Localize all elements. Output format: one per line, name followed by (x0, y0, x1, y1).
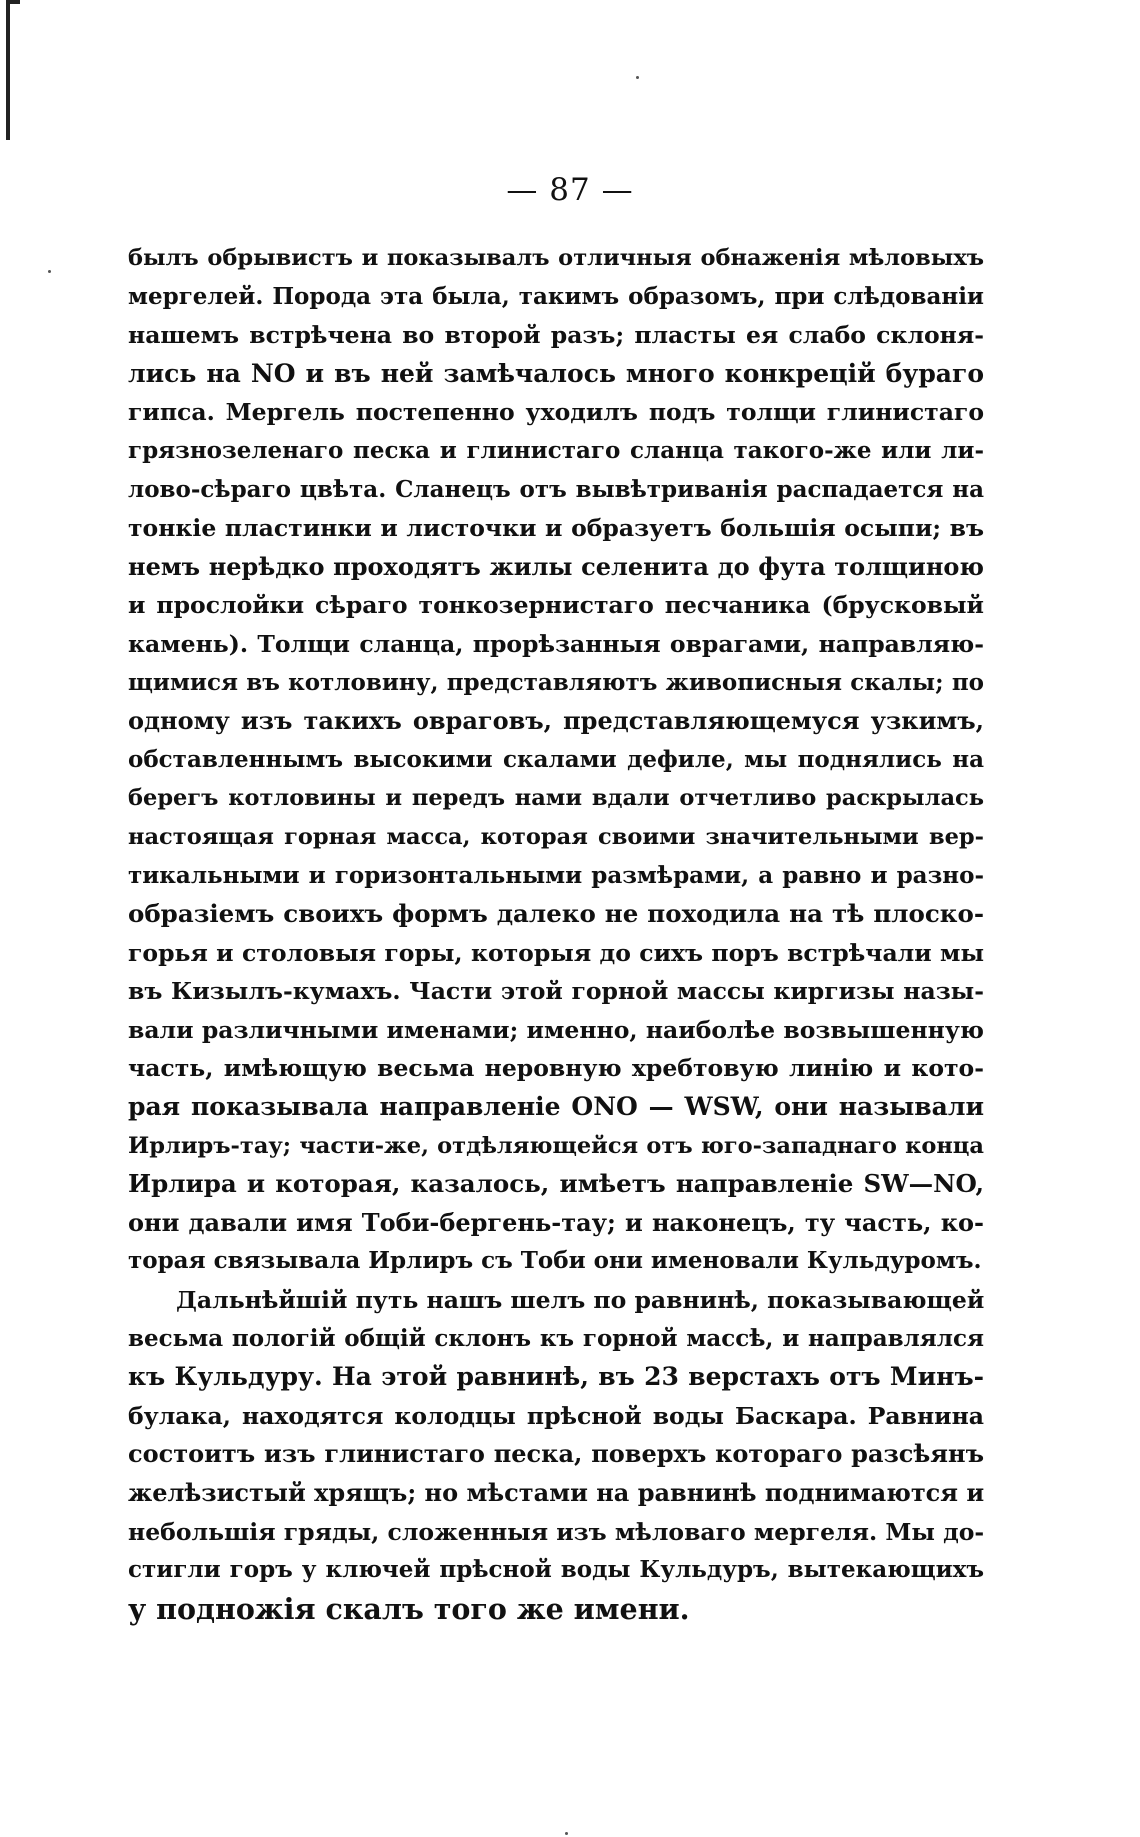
text-line: часть, имѣющую весьма неровную хребтовую линію и кото- (128, 1054, 984, 1083)
page-number: — 87 — (506, 172, 634, 208)
scan-speck (565, 1832, 568, 1835)
text-line: лись на NO и въ ней замѣчалось много конкрецій бураго (128, 358, 984, 388)
text-line: былъ обрывистъ и показывалъ отличныя обнаженія мѣловыхъ (128, 245, 984, 271)
text-line: нашемъ встрѣчена во второй разъ; пласты ея слабо склоня- (128, 321, 984, 350)
text-line: тонкіе пластинки и листочки и образуетъ большія осыпи; въ (128, 514, 984, 543)
text-line: камень). Толщи сланца, прорѣзанныя оврагами, направляю- (128, 629, 984, 658)
text-line: Ирлиръ-тау; части-же, отдѣляющейся отъ юго-западнаго конца (128, 1132, 984, 1159)
text-line: настоящая горная масса, которая своими значительными вер- (128, 823, 984, 850)
text-line: они давали имя Тоби-бергень-тау; и наконецъ, ту часть, ко- (128, 1207, 984, 1237)
text-line: вали различными именами; именно, наиболѣе возвышенную (128, 1015, 984, 1044)
scan-edge-mark (6, 0, 10, 140)
text-line: въ Кизылъ-кумахъ. Части этой горной массы киргизы назы- (128, 977, 984, 1006)
scan-speck (48, 270, 51, 273)
text-line: къ Кульдуру. На этой равнинѣ, въ 23 верстахъ отъ Минъ- (128, 1362, 984, 1392)
text-line: весьма пологій общій склонъ къ горной массѣ, и направлялся (128, 1324, 984, 1352)
text-line: желѣзистый хрящъ; но мѣстами на равнинѣ поднимаются и (128, 1478, 985, 1507)
text-line: берегъ котловины и передъ нами вдали отчетливо раскрылась (128, 785, 984, 812)
text-line: торая связывала Ирлиръ съ Тоби они именовали Кульдуромъ. (128, 1247, 982, 1275)
text-line: обставленнымъ высокими скалами дефиле, мы поднялись на (128, 745, 984, 773)
text-line: стигли горъ у ключей прѣсной воды Кульдуръ, вытекающихъ (128, 1556, 984, 1584)
text-line: мергелей. Порода эта была, такимъ образомъ, при слѣдованіи (128, 282, 984, 310)
text-line: тикальными и горизонтальными размѣрами, а равно и разно- (128, 861, 984, 889)
scan-edge-mark-top (6, 0, 20, 4)
scan-speck (636, 76, 639, 79)
text-line: у подножія скалъ того же имени. (128, 1591, 690, 1626)
text-line: и прослойки сѣраго тонкозернистаго песчаника (брусковый (128, 591, 984, 620)
text-line: небольшія гряды, сложенныя изъ мѣловаго мергеля. Мы до- (128, 1517, 985, 1546)
text-line: немъ нерѣдко проходятъ жилы селенита до фута толщиною (128, 551, 984, 581)
body-text (128, 239, 984, 1628)
text-line: булака, находятся колодцы прѣсной воды Баскара. Равнина (128, 1401, 984, 1430)
text-line: одному изъ такихъ овраговъ, представляющемуся узкимъ, (128, 706, 984, 736)
text-line: Ирлира и которая, казалось, имѣетъ направленіе SW—NO, (128, 1169, 984, 1199)
text-line: щимися въ котловину, представляютъ живописныя скалы; по (128, 668, 984, 696)
paragraph-first-line: Дальнѣйшій путь нашъ шелъ по равнинѣ, показывающей (176, 1286, 985, 1315)
text-line: состоитъ изъ глинистаго песка, поверхъ котораго разсѣянъ (128, 1439, 984, 1469)
text-line: горья и столовыя горы, которыя до сихъ поръ встрѣчали мы (128, 938, 984, 967)
text-line: грязнозеленаго песка и глинистаго сланца такого-же или ли- (128, 436, 984, 464)
text-line: образіемъ своихъ формъ далеко не походила на тѣ плоско- (128, 899, 984, 929)
text-line: рая показывала направленіе ONO — WSW, они называли (128, 1092, 984, 1122)
text-line: гипса. Мергель постепенно уходилъ подъ толщи глинистаго (128, 398, 984, 427)
text-line: лово-сѣраго цвѣта. Сланецъ отъ вывѣтриванія распадается на (128, 475, 984, 503)
